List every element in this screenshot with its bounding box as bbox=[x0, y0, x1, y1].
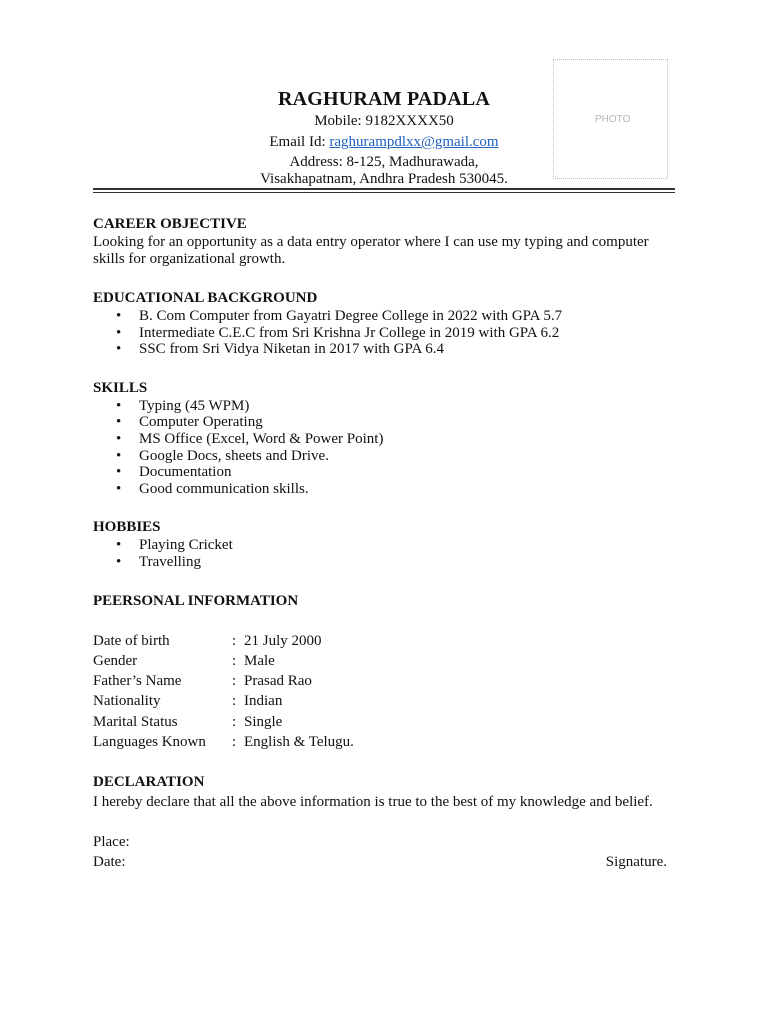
list-item-text: Intermediate C.E.C from Sri Krishna Jr College in 2019 with GPA 6.2 bbox=[139, 324, 560, 341]
skills-section bbox=[93, 378, 671, 498]
table-row bbox=[93, 651, 354, 671]
info-label: Date of birth bbox=[93, 632, 170, 649]
bullet-icon: • bbox=[116, 430, 122, 447]
info-separator: : bbox=[232, 713, 237, 730]
info-value: Indian bbox=[244, 693, 283, 710]
list-item bbox=[93, 431, 671, 448]
info-label: Father’s Name bbox=[93, 673, 182, 690]
personal-info-section bbox=[93, 591, 671, 753]
hobbies-section bbox=[93, 517, 671, 570]
skills-list bbox=[93, 398, 671, 498]
info-label: Languages Known bbox=[93, 734, 206, 751]
bullet-icon: • bbox=[116, 324, 122, 341]
info-value: Prasad Rao bbox=[244, 673, 312, 690]
table-row bbox=[93, 691, 354, 711]
info-label: Gender bbox=[93, 652, 138, 669]
date-label: Date: bbox=[93, 854, 126, 871]
bullet-icon: • bbox=[116, 341, 122, 358]
list-item bbox=[93, 398, 671, 415]
info-separator: : bbox=[232, 693, 237, 710]
info-value: Single bbox=[244, 713, 283, 730]
declaration-text: I hereby declare that all the above information is true to the best of my knowledge and belief. bbox=[93, 794, 653, 811]
list-item bbox=[93, 537, 671, 554]
table-row bbox=[93, 631, 354, 651]
hobbies-heading: HOBBIES bbox=[93, 519, 161, 536]
table-row bbox=[93, 671, 354, 691]
list-item-text: SSC from Sri Vidya Niketan in 2017 with GPA 6.4 bbox=[139, 341, 444, 358]
list-item bbox=[93, 325, 671, 342]
list-item-text: Google Docs, sheets and Drive. bbox=[139, 447, 329, 464]
place-label: Place: bbox=[93, 834, 130, 851]
list-item-text: Playing Cricket bbox=[139, 537, 233, 554]
education-heading: EDUCATIONAL BACKGROUND bbox=[93, 290, 318, 306]
personal-info-table bbox=[93, 631, 354, 753]
info-separator: : bbox=[232, 673, 237, 690]
bullet-icon: • bbox=[116, 414, 122, 431]
list-item-text: Travelling bbox=[139, 553, 201, 570]
list-item bbox=[93, 414, 671, 431]
personal-info-heading: PEERSONAL INFORMATION bbox=[93, 592, 299, 609]
email-link[interactable]: raghurampdlxx@gmail.com bbox=[329, 134, 499, 150]
bullet-icon: • bbox=[116, 308, 122, 324]
bullet-icon: • bbox=[116, 397, 122, 414]
info-value: Male bbox=[244, 652, 275, 669]
hobbies-list bbox=[93, 537, 671, 570]
resume-body bbox=[93, 214, 671, 872]
list-item-text: Documentation bbox=[139, 464, 232, 481]
declaration-section bbox=[93, 772, 671, 872]
info-separator: : bbox=[232, 652, 237, 669]
spacer bbox=[93, 812, 671, 832]
address-line-2: Visakhapatnam, Andhra Pradesh 530045. bbox=[260, 171, 508, 187]
list-item bbox=[93, 308, 671, 325]
header-divider-thick bbox=[93, 188, 675, 190]
declaration-heading: DECLARATION bbox=[93, 774, 205, 791]
education-list bbox=[93, 308, 671, 358]
career-objective-section bbox=[93, 214, 671, 268]
bullet-icon: • bbox=[116, 447, 122, 464]
career-objective-heading: CAREER OBJECTIVE bbox=[93, 216, 247, 232]
signature-label: Signature. bbox=[605, 854, 667, 871]
skills-heading: SKILLS bbox=[93, 379, 148, 396]
list-item bbox=[93, 341, 671, 358]
info-value: 21 July 2000 bbox=[244, 632, 322, 649]
header-divider-thin bbox=[93, 192, 675, 193]
career-objective-text: Looking for an opportunity as a data entry operator where I can use my typing and computer skills for organizational growth. bbox=[93, 234, 649, 267]
list-item-text: Typing (45 WPM) bbox=[139, 397, 250, 414]
bullet-icon: • bbox=[116, 480, 122, 497]
table-row bbox=[93, 712, 354, 732]
list-item-text: MS Office (Excel, Word & Power Point) bbox=[139, 430, 384, 447]
info-label: Marital Status bbox=[93, 713, 178, 730]
photo-placeholder bbox=[553, 59, 668, 179]
list-item bbox=[93, 481, 671, 498]
bullet-icon: • bbox=[116, 464, 122, 481]
bullet-icon: • bbox=[116, 553, 122, 570]
photo-label: PHOTO bbox=[595, 114, 631, 125]
list-item bbox=[93, 554, 671, 571]
bullet-icon: • bbox=[116, 537, 122, 554]
list-item-text: B. Com Computer from Gayatri Degree College in 2022 with GPA 5.7 bbox=[139, 308, 563, 324]
date-signature-row bbox=[93, 852, 671, 872]
candidate-name: RAGHURAM PADALA bbox=[277, 88, 491, 110]
list-item-text: Computer Operating bbox=[139, 414, 263, 431]
table-row bbox=[93, 732, 354, 752]
list-item bbox=[93, 464, 671, 481]
email-label: Email Id: bbox=[269, 134, 330, 150]
info-value: English & Telugu. bbox=[244, 734, 354, 751]
mobile-line: Mobile: 9182XXXX50 bbox=[314, 113, 454, 129]
info-label: Nationality bbox=[93, 693, 161, 710]
address-line-1: Address: 8-125, Madhurawada, bbox=[289, 154, 479, 170]
list-item bbox=[93, 448, 671, 465]
list-item-text: Good communication skills. bbox=[139, 480, 309, 497]
info-separator: : bbox=[232, 632, 237, 649]
info-separator: : bbox=[232, 734, 237, 751]
education-section bbox=[93, 288, 671, 358]
